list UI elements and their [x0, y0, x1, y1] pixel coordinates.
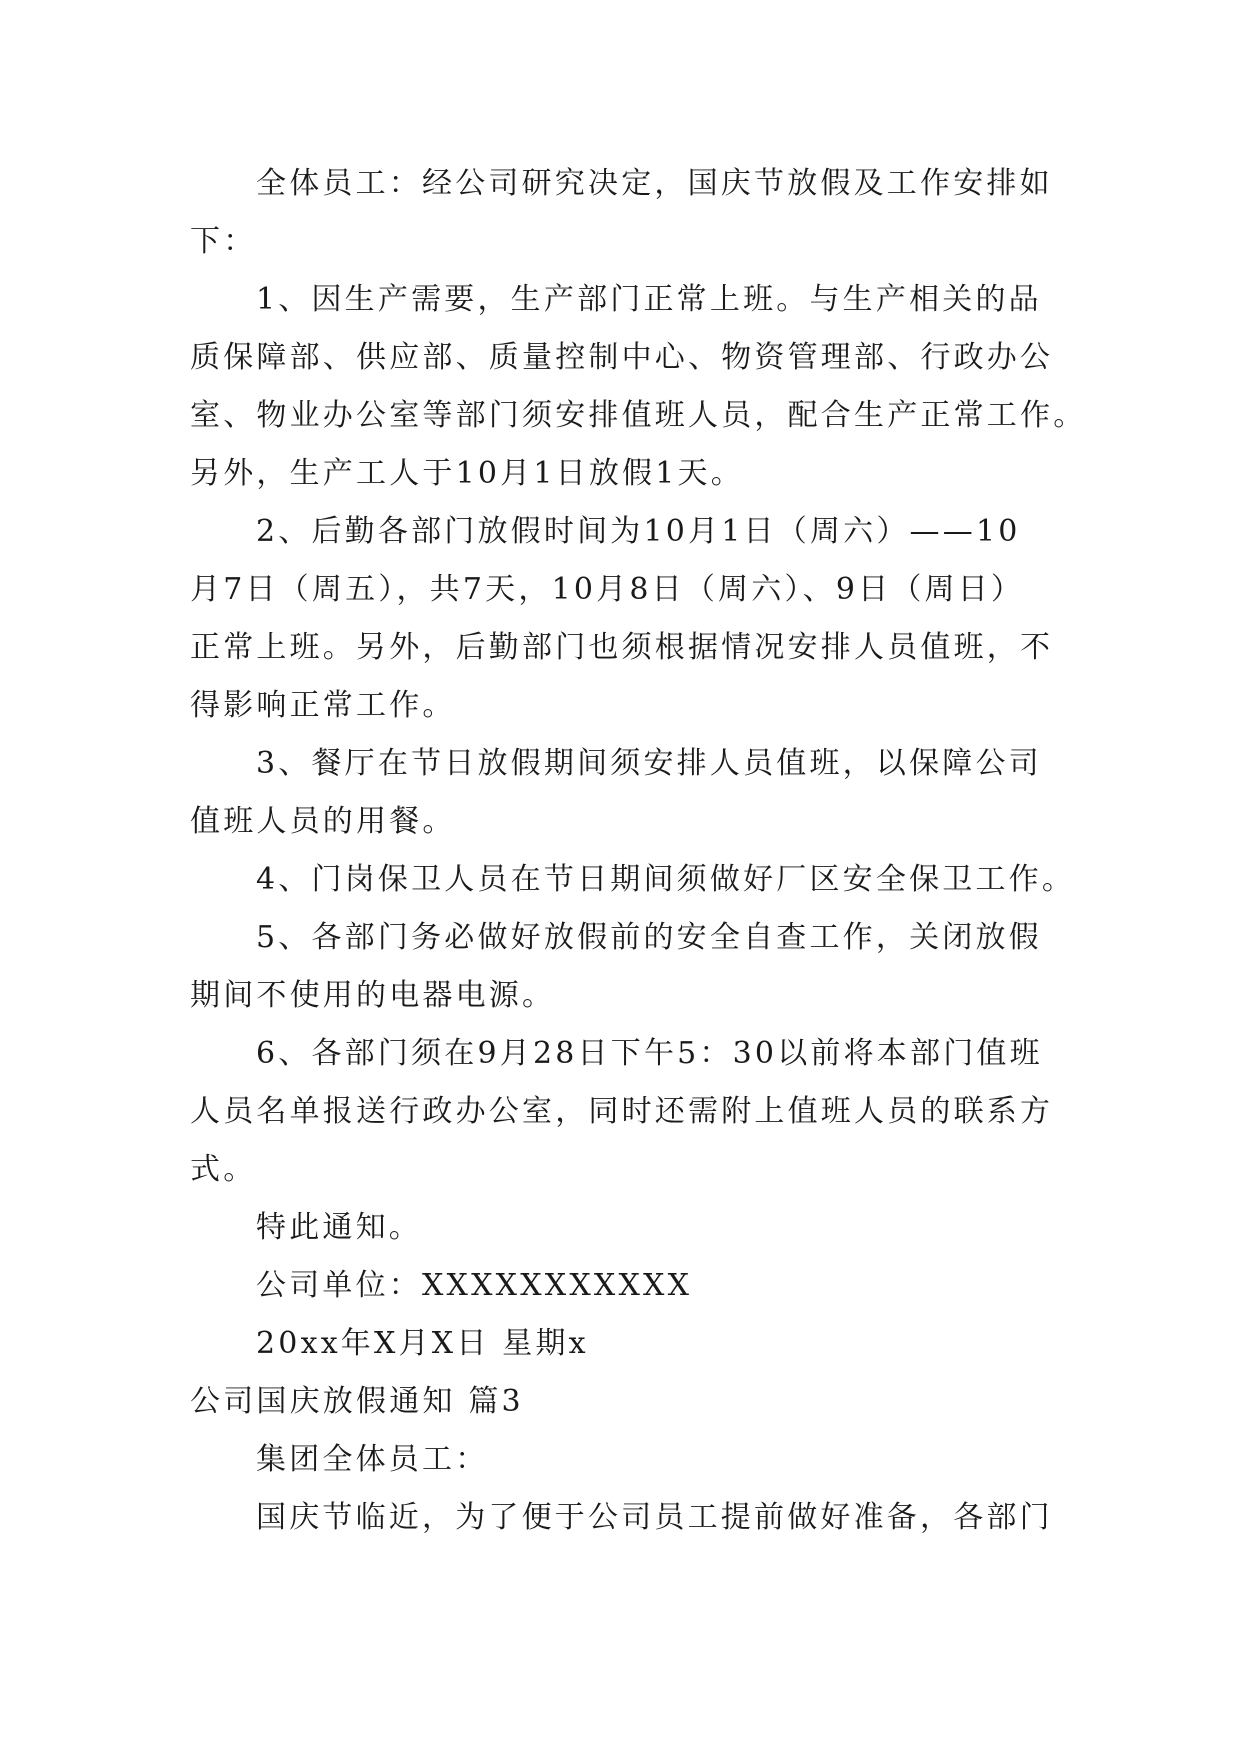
date-line: 20xx年X月X日 星期x: [256, 1326, 589, 1361]
item-6-line: 式。: [190, 1152, 257, 1187]
section-heading: 公司国庆放假通知 篇3: [190, 1384, 524, 1419]
closing-notice: 特此通知。: [256, 1210, 422, 1245]
item-3-line: 3、餐厅在节日放假期间须安排人员值班，以保障公司: [256, 746, 1042, 781]
paragraph-line-intro-cont: 下：: [190, 224, 257, 259]
item-1-line: 质保障部、供应部、质量控制中心、物资管理部、行政办公: [190, 340, 1054, 375]
item-3-line: 值班人员的用餐。: [190, 804, 456, 839]
item-2-line: 月7日（周五），共7天，10月8日（周六）、9日（周日）: [190, 572, 1025, 607]
salutation: 集团全体员工：: [256, 1442, 489, 1477]
item-6-line: 人员名单报送行政办公室，同时还需附上值班人员的联系方: [190, 1094, 1054, 1129]
item-5-line: 期间不使用的电器电源。: [190, 978, 556, 1013]
paragraph-line-intro: 全体员工：经公司研究决定，国庆节放假及工作安排如: [256, 166, 1053, 201]
item-1-line: 室、物业办公室等部门须安排值班人员，配合生产正常工作。: [190, 398, 1087, 433]
item-1-line: 另外，生产工人于10月1日放假1天。: [190, 456, 744, 491]
paragraph-line-next: 国庆节临近，为了便于公司员工提前做好准备，各部门: [256, 1500, 1053, 1535]
item-2-line: 得影响正常工作。: [190, 688, 456, 723]
item-5-line: 5、各部门务必做好放假前的安全自查工作，关闭放假: [256, 920, 1042, 955]
item-1-line: 1、因生产需要，生产部门正常上班。与生产相关的品: [256, 282, 1042, 317]
item-6-line: 6、各部门须在9月28日下午5：30以前将本部门值班: [256, 1036, 1043, 1071]
item-4-line: 4、门岗保卫人员在节日期间须做好厂区安全保卫工作。: [256, 862, 1076, 897]
company-signature: 公司单位：XXXXXXXXXXX: [256, 1268, 693, 1303]
item-2-line: 正常上班。另外，后勤部门也须根据情况安排人员值班，不: [190, 630, 1054, 665]
item-2-line: 2、后勤各部门放假时间为10月1日（周六）——10: [256, 514, 1021, 549]
document-body: [190, 155, 1087, 1547]
